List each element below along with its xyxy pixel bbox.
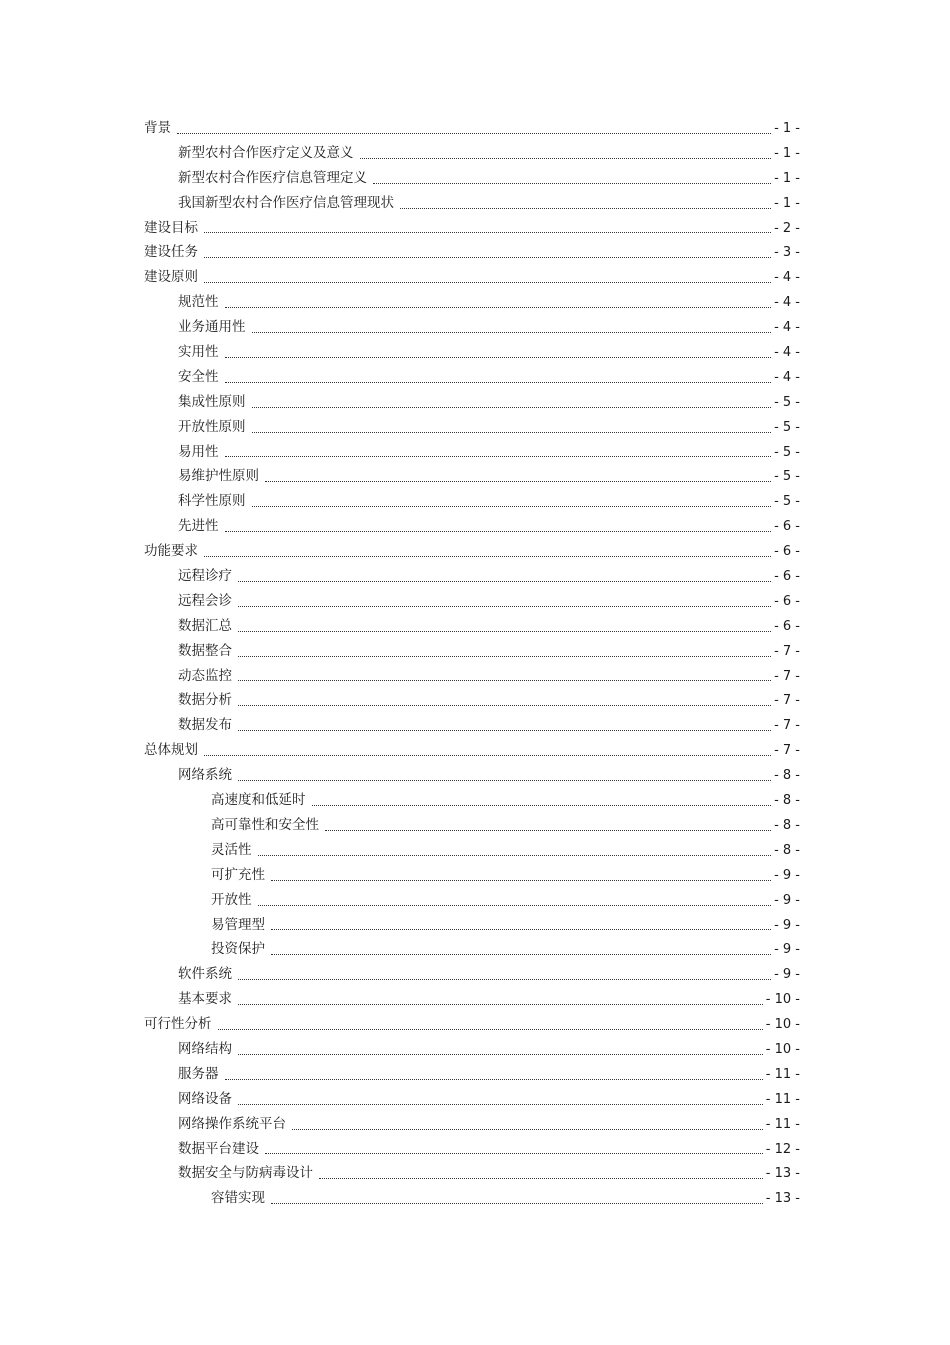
toc-entry[interactable]: [144, 1137, 800, 1162]
toc-entry[interactable]: [144, 1186, 800, 1211]
toc-entry[interactable]: [144, 1037, 800, 1062]
toc-dot-leader: [373, 183, 771, 184]
toc-entry[interactable]: [144, 1112, 800, 1137]
toc-entry[interactable]: [144, 738, 800, 763]
toc-entry-title: 科学性原则: [178, 493, 246, 510]
toc-entry[interactable]: [144, 788, 800, 813]
toc-entry[interactable]: [144, 564, 800, 589]
toc-entry[interactable]: [144, 141, 800, 166]
toc-dot-leader: [225, 307, 772, 308]
toc-entry-title: 数据发布: [178, 717, 232, 734]
toc-entry-title: 服务器: [178, 1065, 219, 1082]
toc-entry-title: 易用性: [178, 443, 219, 460]
toc-entry[interactable]: [144, 390, 800, 415]
toc-entry-title: 投资保护: [211, 941, 265, 958]
toc-entry-title: 实用性: [178, 344, 219, 361]
toc-entry[interactable]: [144, 415, 800, 440]
toc-entry-page-number: - 1 -: [774, 145, 800, 161]
toc-dot-leader: [238, 705, 771, 706]
toc-entry-page-number: - 8 -: [774, 768, 800, 784]
toc-dot-leader: [204, 755, 771, 756]
toc-dot-leader: [177, 133, 771, 134]
toc-entry-title: 远程诊疗: [178, 568, 232, 585]
toc-dot-leader: [238, 780, 771, 781]
toc-entry-title: 容错实现: [211, 1190, 265, 1207]
toc-entry[interactable]: [144, 1012, 800, 1037]
toc-dot-leader: [312, 805, 772, 806]
toc-entry-page-number: - 1 -: [774, 170, 800, 186]
toc-entry-page-number: - 4 -: [774, 295, 800, 311]
toc-entry-page-number: - 9 -: [774, 967, 800, 983]
toc-entry-title: 安全性: [178, 368, 219, 385]
toc-entry[interactable]: [144, 265, 800, 290]
toc-entry-title: 规范性: [178, 294, 219, 311]
toc-entry-page-number: - 7 -: [774, 718, 800, 734]
toc-entry-page-number: - 13 -: [765, 1166, 800, 1182]
toc-entry-page-number: - 7 -: [774, 643, 800, 659]
toc-entry-page-number: - 12 -: [765, 1141, 800, 1157]
toc-entry-page-number: - 13 -: [765, 1191, 800, 1207]
toc-entry-page-number: - 9 -: [774, 867, 800, 883]
toc-entry[interactable]: [144, 514, 800, 539]
toc-entry-page-number: - 8 -: [774, 842, 800, 858]
toc-entry[interactable]: [144, 713, 800, 738]
toc-dot-leader: [271, 880, 771, 881]
toc-entry-title: 网络操作系统平台: [178, 1115, 286, 1132]
toc-entry-page-number: - 5 -: [774, 494, 800, 510]
toc-dot-leader: [238, 656, 771, 657]
toc-entry-page-number: - 5 -: [774, 394, 800, 410]
toc-entry-title: 数据安全与防病毒设计: [178, 1165, 313, 1182]
toc-entry[interactable]: [144, 838, 800, 863]
toc-dot-leader: [225, 531, 772, 532]
toc-dot-leader: [225, 456, 772, 457]
toc-entry-page-number: - 9 -: [774, 942, 800, 958]
toc-entry-title: 总体规划: [144, 742, 198, 759]
toc-entry-title: 数据平台建设: [178, 1140, 259, 1157]
toc-dot-leader: [238, 730, 771, 731]
toc-entry-title: 新型农村合作医疗定义及意义: [178, 144, 354, 161]
toc-entry[interactable]: [144, 365, 800, 390]
toc-entry-page-number: - 8 -: [774, 793, 800, 809]
toc-entry-page-number: - 1 -: [774, 121, 800, 136]
toc-dot-leader: [252, 332, 772, 333]
toc-dot-leader: [265, 1153, 763, 1154]
toc-dot-leader: [225, 1079, 763, 1080]
toc-entry-page-number: - 11 -: [765, 1091, 800, 1107]
toc-entry[interactable]: [144, 664, 800, 689]
toc-dot-leader: [238, 581, 771, 582]
toc-entry-title: 远程会诊: [178, 592, 232, 609]
table-of-contents: [144, 116, 800, 1211]
toc-entry-title: 建设目标: [144, 219, 198, 236]
toc-entry-title: 网络设备: [178, 1090, 232, 1107]
toc-entry-page-number: - 3 -: [774, 245, 800, 261]
toc-entry-page-number: - 10 -: [765, 1041, 800, 1057]
toc-entry-title: 功能要求: [144, 543, 198, 560]
toc-entry-title: 数据分析: [178, 692, 232, 709]
toc-entry-title: 业务通用性: [178, 319, 246, 336]
toc-entry-page-number: - 9 -: [774, 917, 800, 933]
toc-dot-leader: [204, 257, 771, 258]
toc-entry[interactable]: [144, 639, 800, 664]
toc-dot-leader: [252, 432, 772, 433]
toc-dot-leader: [204, 556, 771, 557]
toc-dot-leader: [238, 1004, 763, 1005]
toc-entry[interactable]: [144, 191, 800, 216]
toc-entry-title: 网络结构: [178, 1040, 232, 1057]
toc-entry[interactable]: [144, 489, 800, 514]
toc-entry-page-number: - 10 -: [765, 1017, 800, 1033]
toc-entry[interactable]: [144, 688, 800, 713]
toc-dot-leader: [225, 357, 772, 358]
toc-entry-title: 动态监控: [178, 667, 232, 684]
toc-entry[interactable]: [144, 166, 800, 191]
toc-entry-page-number: - 7 -: [774, 668, 800, 684]
toc-entry-title: 先进性: [178, 518, 219, 535]
toc-dot-leader: [400, 208, 771, 209]
toc-dot-leader: [271, 954, 771, 955]
toc-entry[interactable]: [144, 440, 800, 465]
toc-entry-title: 易管理型: [211, 916, 265, 933]
toc-dot-leader: [292, 1129, 763, 1130]
toc-entry-page-number: - 10 -: [765, 992, 800, 1008]
toc-dot-leader: [319, 1178, 763, 1179]
toc-entry-page-number: - 5 -: [774, 419, 800, 435]
toc-dot-leader: [325, 830, 771, 831]
toc-dot-leader: [218, 1029, 763, 1030]
toc-entry-page-number: - 5 -: [774, 444, 800, 460]
toc-entry-page-number: - 11 -: [765, 1066, 800, 1082]
toc-entry-page-number: - 7 -: [774, 743, 800, 759]
toc-dot-leader: [258, 855, 772, 856]
toc-entry-title: 新型农村合作医疗信息管理定义: [178, 169, 367, 186]
toc-entry-page-number: - 6 -: [774, 519, 800, 535]
toc-entry-title: 软件系统: [178, 966, 232, 983]
toc-entry-page-number: - 2 -: [774, 220, 800, 236]
toc-entry-page-number: - 9 -: [774, 892, 800, 908]
toc-entry[interactable]: [144, 290, 800, 315]
toc-entry[interactable]: [144, 913, 800, 938]
toc-entry-title: 开放性原则: [178, 418, 246, 435]
toc-entry[interactable]: [144, 1087, 800, 1112]
toc-entry-page-number: - 8 -: [774, 817, 800, 833]
toc-entry-title: 建设原则: [144, 269, 198, 286]
toc-entry[interactable]: [144, 315, 800, 340]
toc-entry[interactable]: [144, 116, 800, 141]
toc-dot-leader: [204, 232, 771, 233]
toc-entry-page-number: - 6 -: [774, 544, 800, 560]
toc-entry-page-number: - 1 -: [774, 195, 800, 211]
toc-entry-title: 灵活性: [211, 841, 252, 858]
toc-entry-title: 基本要求: [178, 991, 232, 1008]
toc-dot-leader: [238, 1104, 763, 1105]
toc-entry[interactable]: [144, 813, 800, 838]
toc-entry-title: 集成性原则: [178, 393, 246, 410]
toc-dot-leader: [225, 382, 772, 383]
toc-entry[interactable]: [144, 888, 800, 913]
toc-entry-page-number: - 4 -: [774, 369, 800, 385]
toc-entry-page-number: - 6 -: [774, 569, 800, 585]
toc-dot-leader: [238, 606, 771, 607]
toc-entry-page-number: - 11 -: [765, 1116, 800, 1132]
toc-entry-page-number: - 4 -: [774, 320, 800, 336]
toc-dot-leader: [265, 481, 771, 482]
toc-entry-title: 可行性分析: [144, 1016, 212, 1033]
toc-entry[interactable]: [144, 216, 800, 241]
toc-entry-title: 我国新型农村合作医疗信息管理现状: [178, 194, 394, 211]
toc-entry-page-number: - 5 -: [774, 469, 800, 485]
toc-dot-leader: [271, 1203, 763, 1204]
toc-dot-leader: [271, 929, 771, 930]
toc-entry-title: 高可靠性和安全性: [211, 816, 319, 833]
toc-dot-leader: [360, 158, 772, 159]
toc-entry-title: 开放性: [211, 891, 252, 908]
toc-dot-leader: [238, 680, 771, 681]
toc-entry-page-number: - 6 -: [774, 618, 800, 634]
toc-entry-page-number: - 6 -: [774, 593, 800, 609]
toc-entry[interactable]: [144, 589, 800, 614]
toc-entry-title: 高速度和低延时: [211, 792, 306, 809]
toc-dot-leader: [238, 1054, 763, 1055]
toc-entry[interactable]: [144, 614, 800, 639]
toc-entry[interactable]: [144, 962, 800, 987]
toc-entry-title: 可扩充性: [211, 866, 265, 883]
toc-entry-title: 背景: [144, 120, 171, 136]
toc-entry-title: 网络系统: [178, 767, 232, 784]
toc-entry-title: 数据汇总: [178, 617, 232, 634]
toc-entry-page-number: - 4 -: [774, 270, 800, 286]
toc-entry[interactable]: [144, 539, 800, 564]
toc-entry-page-number: - 7 -: [774, 693, 800, 709]
toc-dot-leader: [238, 979, 771, 980]
toc-entry[interactable]: [144, 340, 800, 365]
toc-dot-leader: [252, 407, 772, 408]
toc-entry-page-number: - 4 -: [774, 345, 800, 361]
toc-entry[interactable]: [144, 987, 800, 1012]
toc-entry[interactable]: [144, 763, 800, 788]
toc-dot-leader: [238, 631, 771, 632]
toc-entry-title: 易维护性原则: [178, 468, 259, 485]
toc-entry-title: 数据整合: [178, 642, 232, 659]
toc-entry[interactable]: [144, 1161, 800, 1186]
toc-entry[interactable]: [144, 1062, 800, 1087]
toc-entry[interactable]: [144, 863, 800, 888]
toc-entry[interactable]: [144, 937, 800, 962]
toc-dot-leader: [252, 506, 772, 507]
toc-entry[interactable]: [144, 464, 800, 489]
toc-dot-leader: [204, 282, 771, 283]
toc-entry[interactable]: [144, 240, 800, 265]
toc-dot-leader: [258, 905, 772, 906]
toc-entry-title: 建设任务: [144, 244, 198, 261]
